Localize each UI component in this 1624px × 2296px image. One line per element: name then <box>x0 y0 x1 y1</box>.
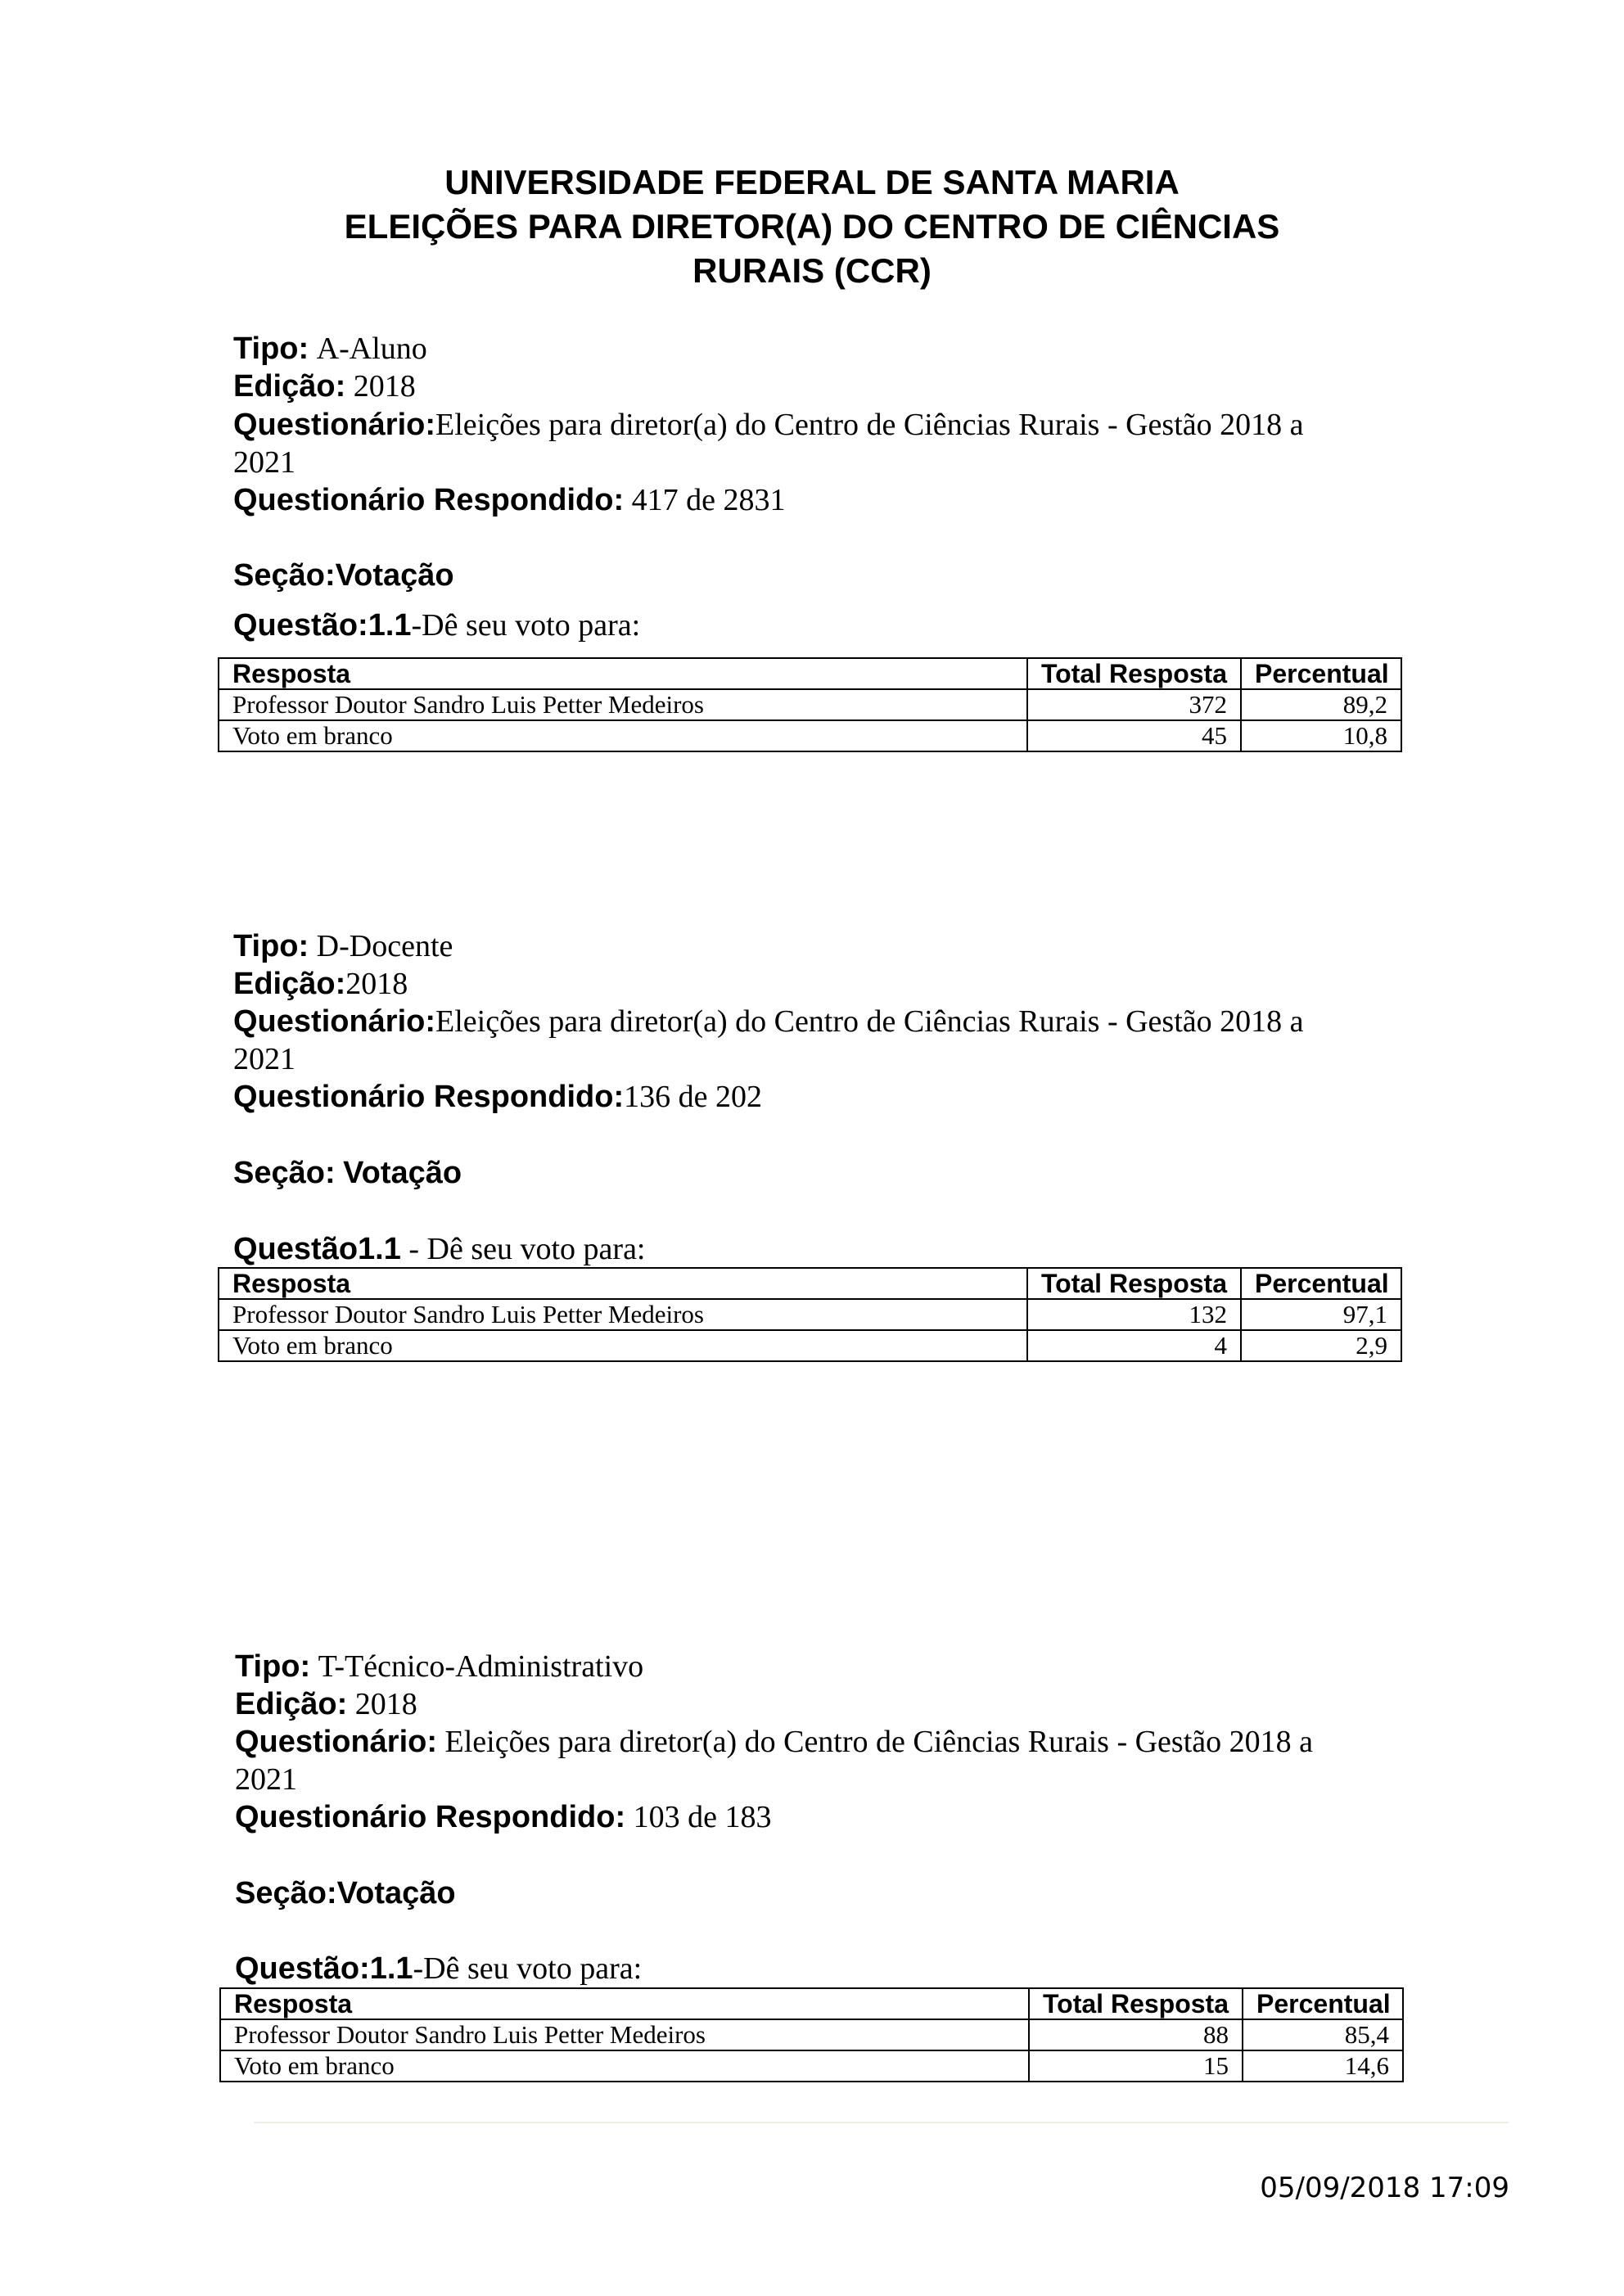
questionario-label: Questionário: <box>235 1725 438 1759</box>
questao-number: 1.1 <box>369 1951 413 1986</box>
tipo-label: Tipo: <box>233 332 309 366</box>
table-row <box>220 2019 1403 2050</box>
tipo-row <box>233 330 427 368</box>
cell-total: 88 <box>1029 2019 1243 2050</box>
document-title <box>0 160 1624 293</box>
respondido-label: Questionário Respondido: <box>235 1800 626 1834</box>
table-row <box>220 2050 1403 2082</box>
secao-value: Votação <box>336 1876 456 1910</box>
cell-percentual: 85,4 <box>1243 2019 1403 2050</box>
secao-value: Votação <box>335 558 454 593</box>
tipo-row <box>235 1648 643 1685</box>
secao-row <box>235 1874 456 1912</box>
respondido-value: 417 de 2831 <box>631 483 786 517</box>
header-total-resposta: Total Resposta <box>1027 1268 1241 1299</box>
tipo-label: Tipo: <box>235 1649 311 1684</box>
questionario-continuation: 2021 <box>235 1762 297 1797</box>
cell-total: 132 <box>1027 1299 1241 1330</box>
respondido-row <box>233 481 786 519</box>
questionario-value: Eleições para diretor(a) do Centro de Ciências Rurais - Gestão 2018 a <box>444 1725 1313 1759</box>
questionario-label: Questionário: <box>233 1004 436 1039</box>
cell-percentual: 14,6 <box>1243 2050 1403 2082</box>
questionario-row <box>235 1723 1313 1761</box>
respondido-label: Questionário Respondido: <box>233 1080 625 1114</box>
respondido-value: 103 de 183 <box>633 1800 772 1834</box>
results-table <box>218 1267 1402 1362</box>
cell-resposta: Professor Doutor Sandro Luis Petter Medeiros <box>219 1299 1027 1330</box>
table-row <box>219 689 1401 720</box>
header-percentual: Percentual <box>1243 1988 1403 2019</box>
secao-row <box>233 1154 462 1192</box>
edicao-value: 2018 <box>354 1687 417 1721</box>
tipo-row <box>233 927 453 965</box>
cell-percentual: 89,2 <box>1241 689 1401 720</box>
footer-divider <box>254 2122 1509 2123</box>
results-table <box>219 1987 1404 2082</box>
title-line-2: ELEIÇÕES PARA DIRETOR(A) DO CENTRO DE CIÊNCIAS <box>344 207 1280 246</box>
cell-resposta: Voto em branco <box>219 720 1027 751</box>
footer-timestamp: 05/09/2018 17:09 <box>1260 2172 1509 2204</box>
questionario-label: Questionário: <box>233 408 436 442</box>
header-percentual: Percentual <box>1241 658 1401 689</box>
questao-text: - Dê seu voto para: <box>400 1232 646 1266</box>
edicao-row <box>233 368 416 405</box>
cell-total: 4 <box>1027 1330 1241 1361</box>
respondido-row <box>233 1078 762 1116</box>
cell-resposta: Professor Doutor Sandro Luis Petter Medeiros <box>219 689 1027 720</box>
tipo-value: D-Docente <box>316 929 453 963</box>
header-resposta: Resposta <box>219 1268 1027 1299</box>
cell-total: 372 <box>1027 689 1241 720</box>
questao-text: -Dê seu voto para: <box>413 1951 643 1986</box>
respondido-value: 136 de 202 <box>624 1080 762 1114</box>
secao-value: Votação <box>343 1156 462 1190</box>
header-resposta: Resposta <box>220 1988 1029 2019</box>
cell-percentual: 2,9 <box>1241 1330 1401 1361</box>
title-line-3: RURAIS (CCR) <box>692 251 932 290</box>
respondido-row <box>235 1798 772 1836</box>
secao-label: Seção: <box>233 1156 336 1190</box>
table-row <box>219 1299 1401 1330</box>
title-line-1: UNIVERSIDADE FEDERAL DE SANTA MARIA <box>444 163 1180 201</box>
edicao-label: Edição: <box>235 1687 348 1721</box>
questionario-continuation: 2021 <box>233 1042 295 1076</box>
questao-label: Questão: <box>235 1951 370 1986</box>
header-resposta: Resposta <box>219 658 1027 689</box>
cell-percentual: 10,8 <box>1241 720 1401 751</box>
tipo-value: T-Técnico-Administrativo <box>318 1649 644 1684</box>
header-percentual: Percentual <box>1241 1268 1401 1299</box>
questao-number: 1.1 <box>368 608 412 643</box>
table-row <box>219 1330 1401 1361</box>
header-total-resposta: Total Resposta <box>1029 1988 1243 2019</box>
table-header-row <box>220 1988 1403 2019</box>
questionario-value: Eleições para diretor(a) do Centro de Ciências Rurais - Gestão 2018 a <box>435 408 1304 442</box>
questao-row <box>235 1950 642 1987</box>
questionario-row <box>233 1003 1304 1040</box>
questionario-value: Eleições para diretor(a) do Centro de Ciências Rurais - Gestão 2018 a <box>435 1004 1304 1039</box>
questao-label: Questão: <box>233 608 368 643</box>
table-row <box>219 720 1401 751</box>
respondido-label: Questionário Respondido: <box>233 483 625 517</box>
secao-label: Seção: <box>235 1876 337 1910</box>
header-total-resposta: Total Resposta <box>1027 658 1241 689</box>
cell-total: 45 <box>1027 720 1241 751</box>
questao-text: -Dê seu voto para: <box>411 608 641 643</box>
edicao-value: 2018 <box>353 369 416 404</box>
tipo-label: Tipo: <box>233 929 309 963</box>
cell-total: 15 <box>1029 2050 1243 2082</box>
questao-label: Questão <box>233 1232 359 1266</box>
edicao-value: 2018 <box>345 967 408 1001</box>
edicao-row <box>233 965 408 1003</box>
secao-label: Seção: <box>233 558 336 593</box>
edicao-label: Edição: <box>233 967 346 1001</box>
questao-row <box>233 607 640 644</box>
results-table <box>218 657 1402 752</box>
questionario-continuation: 2021 <box>233 445 295 480</box>
edicao-row <box>235 1685 417 1723</box>
cell-resposta: Professor Doutor Sandro Luis Petter Medeiros <box>220 2019 1029 2050</box>
questao-number: 1.1 <box>358 1232 401 1266</box>
questionario-row <box>233 406 1304 444</box>
table-header-row <box>219 1268 1401 1299</box>
cell-resposta: Voto em branco <box>220 2050 1029 2082</box>
cell-resposta: Voto em branco <box>219 1330 1027 1361</box>
edicao-label: Edição: <box>233 369 346 404</box>
secao-row <box>233 557 454 594</box>
tipo-value: A-Aluno <box>316 332 427 366</box>
questao-row <box>233 1230 646 1268</box>
cell-percentual: 97,1 <box>1241 1299 1401 1330</box>
table-header-row <box>219 658 1401 689</box>
